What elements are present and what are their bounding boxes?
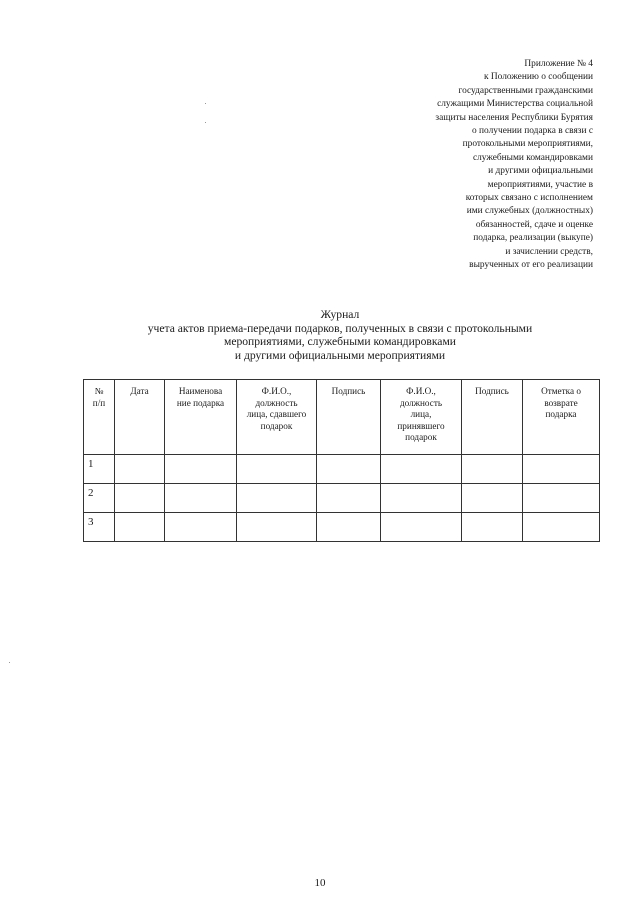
appendix-line: служащими Министерства социальной: [437, 99, 593, 110]
appendix-line: ими служебных (должностных): [466, 206, 593, 217]
appendix-line: и другими официальными: [488, 166, 593, 177]
table-row: [84, 513, 600, 542]
table-cell: [165, 455, 237, 484]
table-cell: [165, 513, 237, 542]
header-cell-giver-name: Ф.И.О., должность лица, сдавшего подарок: [237, 380, 317, 455]
table-cell: [115, 484, 165, 513]
appendix-line: государственными гражданскими: [458, 85, 593, 96]
table-cell: [523, 513, 600, 542]
appendix-line: протокольными мероприятиями,: [462, 139, 593, 150]
header-cell-date: Дата: [115, 380, 165, 455]
table-cell: [381, 455, 462, 484]
table-cell: [115, 513, 165, 542]
header-cell-signature-2: Подпись: [462, 380, 523, 455]
title-line: мероприятиями, служебными командировками: [223, 335, 456, 349]
appendix-line: к Положению о сообщении: [483, 72, 593, 83]
row-number: 2: [84, 484, 115, 513]
table-row: [84, 455, 600, 484]
row-number: 3: [84, 513, 115, 542]
appendix-line: подарка, реализации (выкупе): [473, 233, 593, 244]
appendix-line: которых связано с исполнением: [465, 193, 593, 204]
table-cell: [381, 513, 462, 542]
header-cell-signature: Подпись: [317, 380, 381, 455]
appendix-line: о получении подарка в связи с: [472, 126, 593, 137]
scan-speck: [9, 662, 10, 663]
row-number: 1: [84, 455, 115, 484]
title-heading: Журнал: [320, 308, 360, 321]
table-cell: [381, 484, 462, 513]
title-line: и другими официальными мероприятиями: [234, 348, 446, 362]
appendix-line: вырученных от его реализации: [469, 260, 593, 271]
appendix-line: служебными командировками: [472, 152, 593, 163]
table-row: [84, 484, 600, 513]
table-cell: [115, 455, 165, 484]
appendix-line: обязанностей, сдаче и оценке: [475, 219, 593, 230]
table-cell: [237, 484, 317, 513]
header-cell-gift-name: Наименова ние подарка: [165, 380, 237, 455]
table-cell: [317, 484, 381, 513]
header-cell-number: № п/п: [84, 380, 115, 455]
title-line: учета актов приема-передачи подарков, полученных в связи с протокольными: [147, 321, 533, 335]
appendix-line: Приложение № 4: [524, 59, 593, 69]
table-cell: [523, 484, 600, 513]
scan-speck: [205, 103, 206, 104]
table-cell: [462, 484, 523, 513]
header-cell-receiver-name: Ф.И.О., должность лица, принявшего подарок: [381, 380, 462, 455]
appendix-line: мероприятиями, участие в: [487, 179, 593, 190]
appendix-line: и зачислении средств,: [505, 246, 593, 257]
table-cell: [317, 455, 381, 484]
page-number: 10: [314, 877, 326, 889]
table-cell: [317, 513, 381, 542]
table-cell: [523, 455, 600, 484]
table-header-row: [84, 380, 600, 455]
table-cell: [237, 513, 317, 542]
table-cell: [462, 513, 523, 542]
appendix-line: защиты населения Республики Бурятия: [435, 112, 593, 123]
scan-speck: [205, 122, 206, 123]
journal-title: [60, 308, 620, 362]
table-cell: [237, 455, 317, 484]
table-cell: [165, 484, 237, 513]
journal-table: [83, 379, 600, 542]
table-cell: [462, 455, 523, 484]
header-cell-return-mark: Отметка о возврате подарка: [523, 380, 600, 455]
appendix-header: [363, 58, 593, 273]
